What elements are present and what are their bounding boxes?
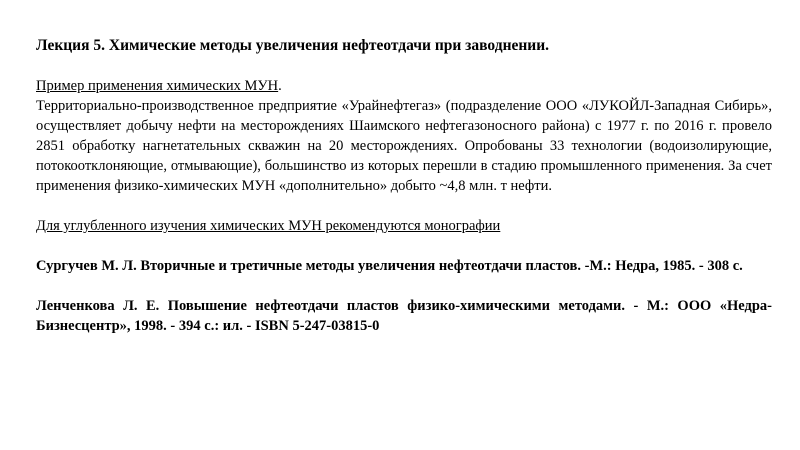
spacer [36, 196, 772, 216]
spacer [36, 276, 772, 296]
monographs-heading: Для углубленного изучения химических МУН рекомендуются монографии [36, 218, 501, 234]
example-section [36, 76, 772, 196]
reference-item: Ленченкова Л. Е. Повышение нефтеотдачи пластов физико-химическими методами. - М.: ООО «Недра-Бизнесцентр», 1998. - 394 с.: ил. - ISBN 5-247-03815-0 [36, 298, 772, 334]
spacer [36, 236, 772, 256]
example-heading: Пример применения химических МУН [36, 78, 279, 94]
monographs-section [36, 216, 772, 236]
slide-content [36, 36, 772, 336]
example-text: Территориально-производственное предприятие «Урайнефтегаз» (подразделение ООО «ЛУКОЙЛ-Западная Сибирь», осуществляет добычу нефти на месторождениях Шаимского нефтегазоносного района) с 1977 г. по 2016 г. провело 2851 обработку нагнетательных скважин на 20 месторождениях. Опробованы 33 технологии (водоизолирующие, потокоотклоняющие, отмывающие), большинство из которых перешли в стадию промышленного применения. За счет применения физико-химических МУН «дополнительно» добыто ~4,8 млн. т нефти. [36, 98, 772, 194]
example-heading-punct: . [278, 78, 282, 94]
lecture-title: Лекция 5. Химические методы увеличения нефтеотдачи при заводнении. [36, 37, 550, 54]
reference-item: Сургучев М. Л. Вторичные и третичные методы увеличения нефтеотдачи пластов. -М.: Недра, 1985. - 308 с. [36, 258, 743, 274]
